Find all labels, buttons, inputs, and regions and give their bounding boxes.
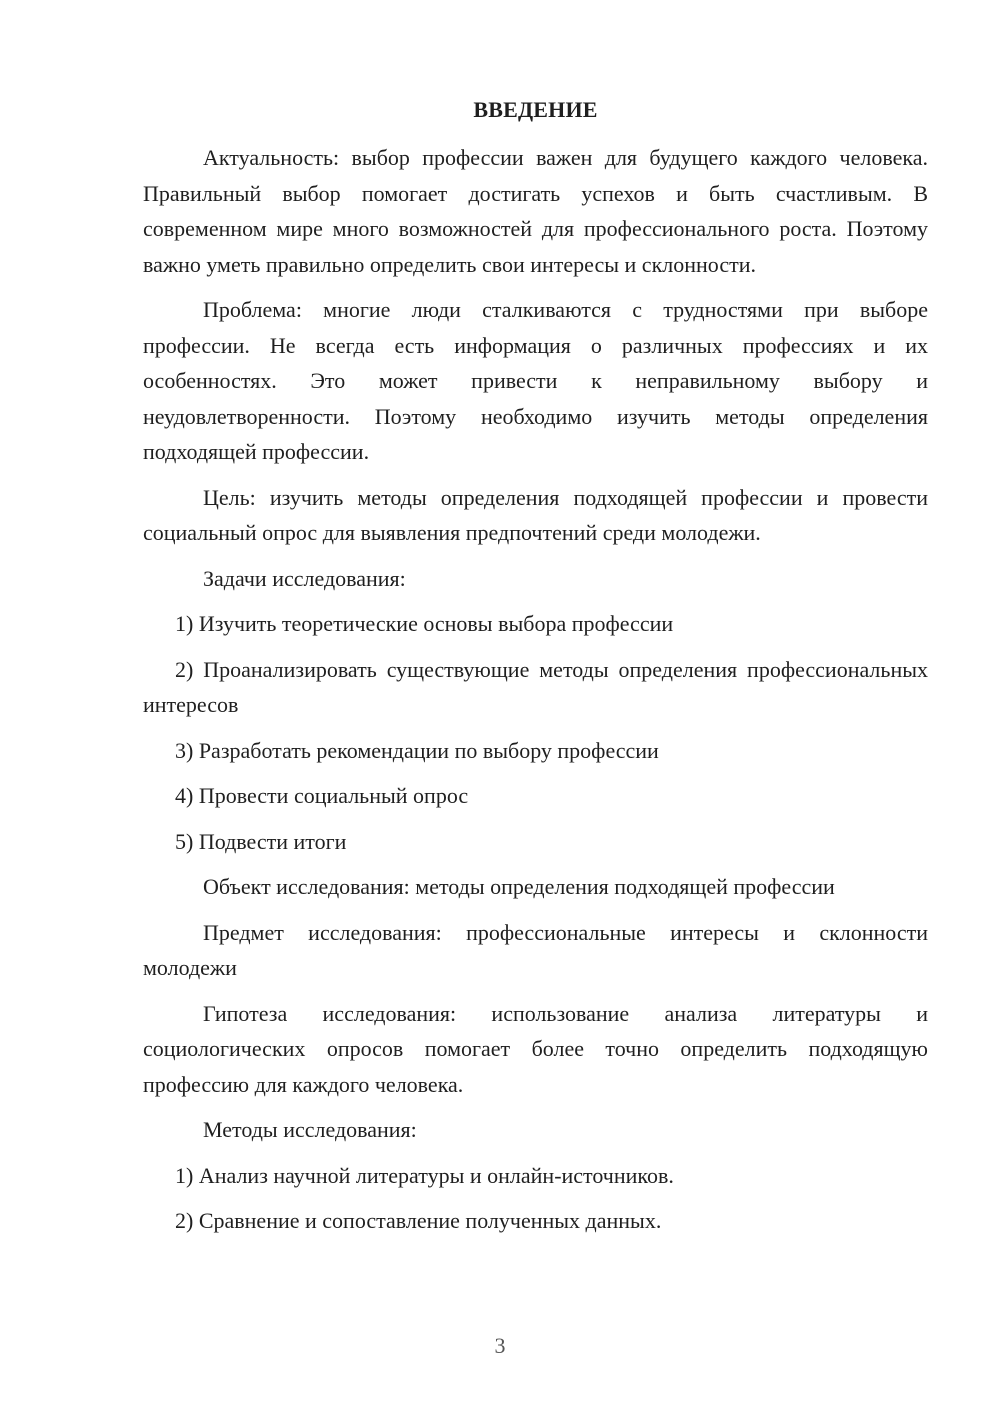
method-item: 2) Сравнение и сопоставление полученных данных. <box>175 1208 662 1233</box>
task-item: 3) Разработать рекомендации по выбору профессии <box>175 737 659 763</box>
methods-heading: Методы исследования: <box>203 1117 417 1142</box>
subject-paragraph: Предмет исследования: профессиональные интересы и склонности молодежи <box>143 919 928 980</box>
document-page <box>143 92 928 1249</box>
task-item: 5) Подвести итоги <box>175 828 347 854</box>
hypothesis-paragraph: Гипотеза исследования: использование анализа литературы и социологических опросов помогает более точно определить подходящую профессию для каждого человека. <box>143 1000 928 1097</box>
relevance-paragraph: Актуальность: выбор профессии важен для будущего каждого человека. Правильный выбор помогает достигать успехов и быть счастливым. В современном мире много возможностей для профессионального роста. Поэтому важно уметь правильно определить свои интересы и склонности. <box>143 145 928 277</box>
goal-paragraph: Цель: изучить методы определения подходящей профессии и провести социальный опрос для выявления предпочтений среди молодежи. <box>143 484 928 545</box>
task-item: 2) Проанализировать существующие методы определения профессиональных интересов <box>143 656 928 717</box>
page-title: ВВЕДЕНИЕ <box>473 97 598 122</box>
task-item: 1) Изучить теоретические основы выбора профессии <box>175 611 674 636</box>
tasks-heading: Задачи исследования: <box>203 565 406 591</box>
page-number: 3 <box>494 1333 506 1358</box>
object-paragraph: Объект исследования: методы определения подходящей профессии <box>203 874 835 899</box>
method-item: 1) Анализ научной литературы и онлайн-источников. <box>175 1162 674 1188</box>
task-item: 4) Провести социальный опрос <box>175 783 469 808</box>
problem-paragraph: Проблема: многие люди сталкиваются с трудностями при выборе профессии. Не всегда есть информация о различных профессиях и их особенностях. Это может привести к неправильному выбору и неудовлетворенности. Поэтому необходимо изучить методы определения подходящей профессии. <box>143 297 928 464</box>
